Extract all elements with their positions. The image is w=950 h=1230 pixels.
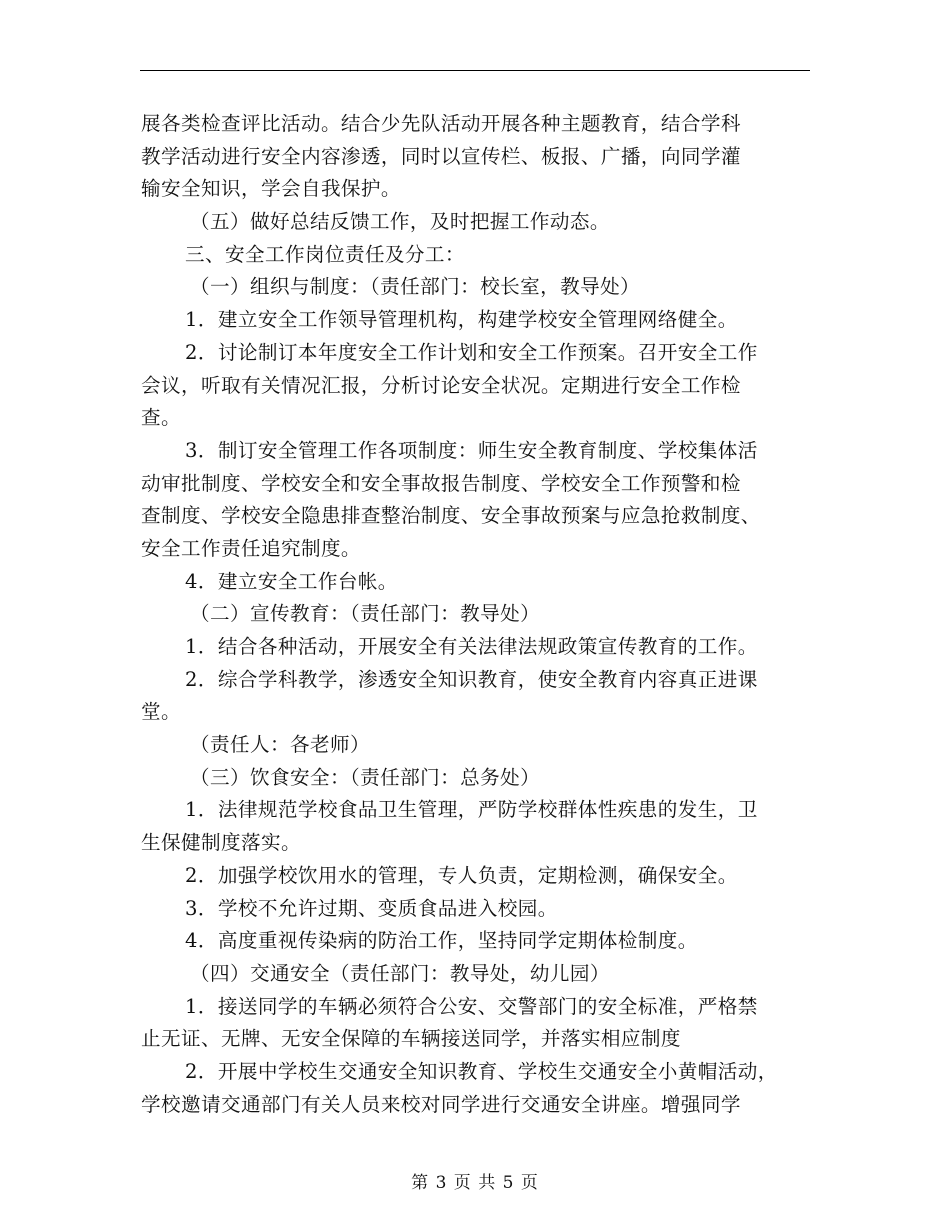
text-line: 1．法律规范学校食品卫生管理，严防学校群体性疾患的发生，卫 xyxy=(185,798,758,822)
text-line: 4．建立安全工作台帐。 xyxy=(185,569,398,593)
text-line: 输安全知识，学会自我保护。 xyxy=(141,177,401,201)
text-line: 2．综合学科教学，渗透安全知识教育，使安全教育内容真正进课 xyxy=(185,667,758,691)
text-line: （五）做好总结反馈工作，及时把握工作动态。 xyxy=(190,210,610,234)
text-line: 教学活动进行安全内容渗透，同时以宣传栏、板报、广播，向同学灌 xyxy=(141,144,741,168)
text-line: 4．高度重视传染病的防治工作，坚持同学定期体检制度。 xyxy=(185,929,698,953)
text-line: 3．制订安全管理工作各项制度：师生安全教育制度、学校集体活 xyxy=(185,438,758,462)
text-line: 3．学校不允许过期、变质食品进入校园。 xyxy=(185,896,558,920)
text-line: 1．接送同学的车辆必须符合公安、交警部门的安全标准，严格禁 xyxy=(185,994,758,1018)
text-line: 动审批制度、学校安全和安全事故报告制度、学校安全工作预警和检 xyxy=(141,471,741,495)
text-line: 2．开展中学校生交通安全知识教育、学校生交通安全小黄帽活动， xyxy=(185,1059,778,1083)
text-line: 止无证、无牌、无安全保障的车辆接送同学，并落实相应制度 xyxy=(141,1027,681,1051)
text-line: （四）交通安全（责任部门：教导处，幼儿园） xyxy=(190,961,610,985)
text-line: 1．建立安全工作领导管理机构，构建学校安全管理网络健全。 xyxy=(185,308,738,332)
text-line: 2．加强学校饮用水的管理，专人负责，定期检测，确保安全。 xyxy=(185,863,738,887)
page-footer: 第 3 页 共 5 页 xyxy=(411,1173,539,1193)
text-line: 三、安全工作岗位责任及分工： xyxy=(185,242,465,266)
text-line: 查制度、学校安全隐患排查整治制度、安全事故预案与应急抢救制度、 xyxy=(141,504,761,528)
text-line: 会议，听取有关情况汇报，分析讨论安全状况。定期进行安全工作检 xyxy=(141,373,741,397)
text-line: 堂。 xyxy=(141,700,181,724)
text-line: 2．讨论制订本年度安全工作计划和安全工作预案。召开安全工作 xyxy=(185,340,758,364)
text-line: 学校邀请交通部门有关人员来校对同学进行交通安全讲座。增强同学 xyxy=(141,1092,741,1116)
text-line: 展各类检查评比活动。结合少先队活动开展各种主题教育，结合学科 xyxy=(141,112,741,135)
text-line: 1．结合各种活动，开展安全有关法律法规政策宣传教育的工作。 xyxy=(185,635,758,658)
text-line: 安全工作责任追究制度。 xyxy=(141,536,361,560)
text-line: （三）饮食安全：（责任部门：总务处） xyxy=(190,765,541,789)
text-line: （二）宣传教育：（责任部门：教导处） xyxy=(190,602,541,626)
text-line: 生保健制度落实。 xyxy=(141,831,301,855)
document-body xyxy=(141,108,813,1121)
text-line: 查。 xyxy=(141,406,181,430)
text-line: （责任人：各老师） xyxy=(190,733,370,757)
text-line: （一）组织与制度：（责任部门：校长室，教导处） xyxy=(190,275,641,299)
header-rule xyxy=(140,70,810,71)
